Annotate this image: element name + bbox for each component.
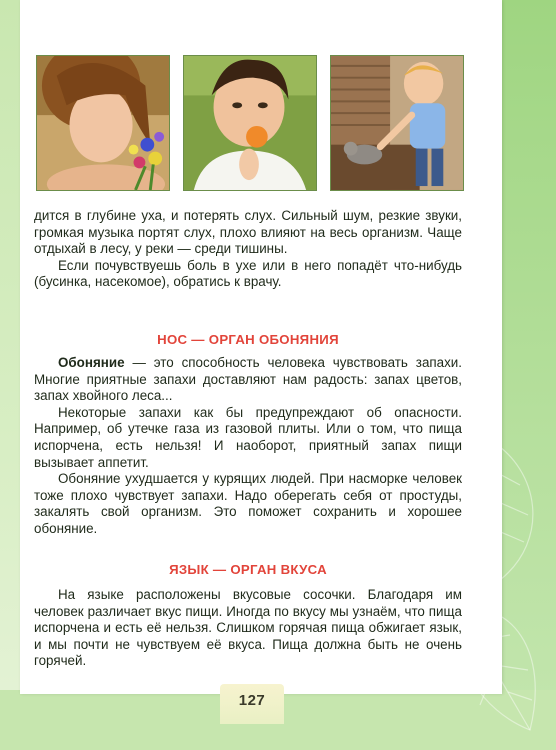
- smell-definition-rest: — это способность человека чувствовать запахи. Многие приятные запахи доставляют нам радость: запах цветов, запах хвойного леса...: [34, 355, 462, 404]
- photo-boy-eating-fruit: [183, 55, 317, 191]
- nose-section-text: [34, 355, 462, 538]
- paragraph-smell-definition: [34, 355, 462, 405]
- heading-tongue: ЯЗЫК — ОРГАН ВКУСА: [169, 562, 327, 577]
- paragraph-ear-pain: Если почувствуешь боль в ухе или в него попадёт что-нибудь (бусинка, насекомое), обратись к врачу.: [34, 257, 462, 290]
- photo-girl-smelling-flowers: [36, 55, 170, 191]
- term-smell: Обоняние: [58, 355, 125, 370]
- boy-eating-image: [184, 56, 316, 190]
- girl-flowers-image: [37, 56, 169, 190]
- child-kitten-image: [331, 56, 463, 190]
- paragraph-smell-danger: Некоторые запахи как бы предупреждают об опасности. Например, об утечке газа из газовой плиты. Или о том, что пища испорчена, есть нельзя! И наоборот, приятный запах пищи вызывает аппетит.: [34, 404, 462, 470]
- paragraph-taste-buds: На языке расположены вкусовые сосочки. Благодаря им человек различает вкус пищи. Иногда по вкусу мы узнаём, что пища испорчена и есть её нельзя. Слишком горячая пища обжигает язык, и мы почти не чувствуем её вкуса. Пища должна быть не очень горячей.: [34, 587, 462, 669]
- page-number: 127: [238, 692, 266, 709]
- tongue-section-text: [34, 587, 462, 670]
- paragraph-smell-worsens: Обоняние ухудшается у курящих людей. При насморке человек тоже плохо чувствует запахи. Надо оберегать себя от простуды, закалять свой организм. Это поможет сохранить и хорошее обоняние.: [34, 471, 462, 536]
- heading-nose: НОС — ОРГАН ОБОНЯНИЯ: [157, 332, 339, 347]
- paragraph-ear-damage: дится в глубине уха, и потерять слух. Сильный шум, резкие звуки, громкая музыка портят слух, плохо влияют на весь организм. Чаще отдыхай в лесу, у реки — среди тишины.: [34, 208, 462, 257]
- photo-child-petting-kitten: [330, 55, 464, 191]
- continuation-text: [34, 208, 462, 291]
